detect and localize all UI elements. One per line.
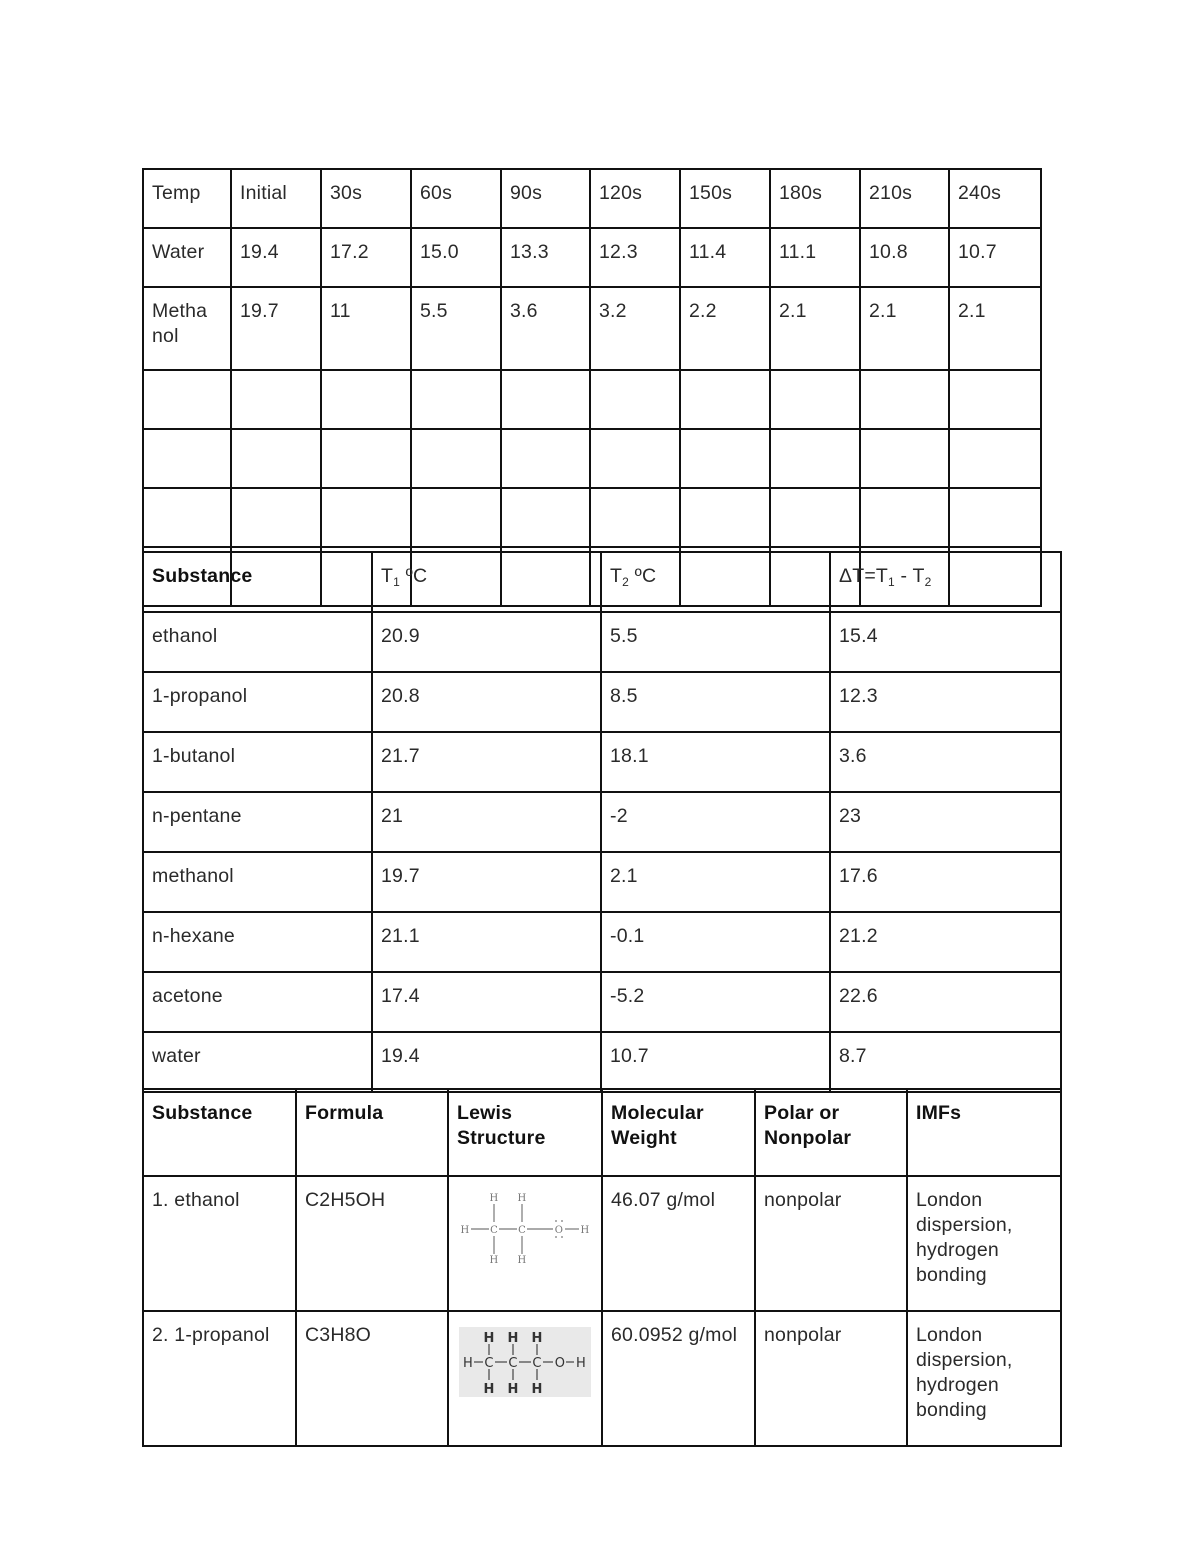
table-cell: 13.3 bbox=[501, 228, 590, 287]
t2-subscript: 2 bbox=[622, 575, 629, 589]
header-t1 bbox=[372, 552, 601, 612]
table-cell: -2 bbox=[601, 792, 830, 852]
empty-cell bbox=[949, 370, 1041, 429]
table-header-row bbox=[143, 169, 1041, 228]
table-cell: 8.7 bbox=[830, 1032, 1061, 1092]
header-cell: Polar or Nonpolar bbox=[755, 1089, 907, 1176]
svg-text:H: H bbox=[517, 1255, 527, 1266]
table-row bbox=[143, 1176, 1061, 1311]
ethanol-lewis-structure-image bbox=[459, 1192, 591, 1266]
table-cell: 60.0952 g/mol bbox=[602, 1311, 755, 1446]
table-cell: -0.1 bbox=[601, 912, 830, 972]
empty-cell bbox=[770, 488, 860, 547]
table-cell: 22.6 bbox=[830, 972, 1061, 1032]
empty-cell bbox=[501, 370, 590, 429]
table-row bbox=[143, 672, 1061, 732]
table-cell: 2. 1-propanol bbox=[143, 1311, 296, 1446]
svg-text:C: C bbox=[490, 1225, 498, 1236]
table-row bbox=[143, 612, 1061, 672]
empty-cell bbox=[680, 370, 770, 429]
empty-cell bbox=[590, 488, 680, 547]
table-cell: 17.6 bbox=[830, 852, 1061, 912]
t2-unit: ºC bbox=[629, 565, 657, 587]
table-cell: 1-propanol bbox=[143, 672, 372, 732]
dt-sub2: 2 bbox=[924, 575, 932, 589]
table-cell: n-pentane bbox=[143, 792, 372, 852]
table-cell: 5.5 bbox=[601, 612, 830, 672]
table-cell: 19.4 bbox=[231, 228, 321, 287]
table-cell: 5.5 bbox=[411, 287, 501, 370]
table-cell: 11 bbox=[321, 287, 411, 370]
svg-text:H: H bbox=[507, 1331, 519, 1346]
table-cell: 2.1 bbox=[949, 287, 1041, 370]
table-cell: methanol bbox=[143, 852, 372, 912]
table-row bbox=[143, 1311, 1061, 1446]
svg-text:C: C bbox=[532, 1356, 542, 1371]
header-cell: Formula bbox=[296, 1089, 448, 1176]
empty-cell bbox=[411, 488, 501, 547]
table-row bbox=[143, 1032, 1061, 1092]
table-row bbox=[143, 972, 1061, 1032]
table-cell: Water bbox=[143, 228, 231, 287]
table-cell: 2.2 bbox=[680, 287, 770, 370]
table-cell: 8.5 bbox=[601, 672, 830, 732]
empty-row bbox=[143, 488, 1041, 547]
table-cell: 3.6 bbox=[830, 732, 1061, 792]
table-cell: 3.6 bbox=[501, 287, 590, 370]
table-cell: nonpolar bbox=[755, 1176, 907, 1311]
table-cell: -5.2 bbox=[601, 972, 830, 1032]
table-row bbox=[143, 228, 1041, 287]
svg-text:C: C bbox=[508, 1356, 518, 1371]
svg-text:H: H bbox=[483, 1331, 495, 1346]
table-row bbox=[143, 852, 1061, 912]
header-cell: 30s bbox=[321, 169, 411, 228]
svg-text:C: C bbox=[484, 1356, 494, 1371]
table-row bbox=[143, 287, 1041, 370]
t2-symbol: T bbox=[610, 565, 623, 587]
table-row bbox=[143, 792, 1061, 852]
table-cell: 20.9 bbox=[372, 612, 601, 672]
header-t2 bbox=[601, 552, 830, 612]
svg-text:H: H bbox=[463, 1356, 473, 1371]
table-cell: 19.7 bbox=[231, 287, 321, 370]
empty-cell bbox=[231, 370, 321, 429]
svg-text:H: H bbox=[460, 1225, 470, 1236]
svg-text:H: H bbox=[576, 1356, 586, 1371]
empty-cell bbox=[949, 488, 1041, 547]
table-cell: 12.3 bbox=[590, 228, 680, 287]
svg-text:H: H bbox=[517, 1193, 527, 1204]
lewis-structure-cell bbox=[448, 1176, 602, 1311]
header-cell: 90s bbox=[501, 169, 590, 228]
svg-text:O: O bbox=[554, 1225, 564, 1236]
header-cell: Substance bbox=[143, 552, 372, 612]
table-cell: 1. ethanol bbox=[143, 1176, 296, 1311]
temperature-time-table bbox=[142, 168, 1042, 607]
header-cell: Temp bbox=[143, 169, 231, 228]
table-cell: 2.1 bbox=[860, 287, 949, 370]
dt-sub1: 1 bbox=[888, 575, 895, 589]
svg-text:H: H bbox=[507, 1382, 519, 1397]
table-cell: 46.07 g/mol bbox=[602, 1176, 755, 1311]
lewis-structure-cell bbox=[448, 1311, 602, 1446]
table-cell: acetone bbox=[143, 972, 372, 1032]
table-cell: 2.1 bbox=[601, 852, 830, 912]
header-cell: Lewis Structure bbox=[448, 1089, 602, 1176]
svg-text:H: H bbox=[489, 1255, 499, 1266]
empty-cell bbox=[949, 429, 1041, 488]
table-cell: 19.7 bbox=[372, 852, 601, 912]
table-cell: Metha nol bbox=[143, 287, 231, 370]
table-cell: 21.7 bbox=[372, 732, 601, 792]
table-cell: water bbox=[143, 1032, 372, 1092]
empty-cell bbox=[321, 488, 411, 547]
empty-cell bbox=[411, 429, 501, 488]
table-cell: 1-butanol bbox=[143, 732, 372, 792]
header-cell: 210s bbox=[860, 169, 949, 228]
header-cell: Molecular Weight bbox=[602, 1089, 755, 1176]
table-cell: 21 bbox=[372, 792, 601, 852]
svg-text:H: H bbox=[580, 1225, 590, 1236]
empty-cell bbox=[680, 488, 770, 547]
table-header-row bbox=[143, 552, 1061, 612]
t1-subscript: 1 bbox=[393, 575, 400, 589]
header-cell: 60s bbox=[411, 169, 501, 228]
table-cell: 11.4 bbox=[680, 228, 770, 287]
t1-symbol: T bbox=[381, 565, 394, 587]
table-header-row bbox=[143, 1089, 1061, 1176]
table-cell: 19.4 bbox=[372, 1032, 601, 1092]
empty-cell bbox=[321, 370, 411, 429]
table-cell: 3.2 bbox=[590, 287, 680, 370]
delta-t-table bbox=[142, 551, 1062, 1093]
table-row bbox=[143, 912, 1061, 972]
svg-text:H: H bbox=[489, 1193, 499, 1204]
substance-properties-table bbox=[142, 1088, 1062, 1447]
header-delta-t bbox=[830, 552, 1061, 612]
empty-cell bbox=[590, 429, 680, 488]
header-cell: Substance bbox=[143, 1089, 296, 1176]
table-cell: 17.4 bbox=[372, 972, 601, 1032]
svg-text:H: H bbox=[531, 1331, 543, 1346]
table-cell: London dispersion, hydrogen bonding bbox=[907, 1311, 1061, 1446]
empty-cell bbox=[590, 370, 680, 429]
empty-row bbox=[143, 429, 1041, 488]
table-cell: 17.2 bbox=[321, 228, 411, 287]
svg-text:H: H bbox=[531, 1382, 543, 1397]
svg-text:O: O bbox=[554, 1356, 566, 1371]
table-cell: ethanol bbox=[143, 612, 372, 672]
empty-cell bbox=[143, 370, 231, 429]
header-cell: 240s bbox=[949, 169, 1041, 228]
table-cell: 20.8 bbox=[372, 672, 601, 732]
header-cell: 180s bbox=[770, 169, 860, 228]
table-cell: 10.8 bbox=[860, 228, 949, 287]
table-cell: 11.1 bbox=[770, 228, 860, 287]
empty-cell bbox=[680, 429, 770, 488]
table-row bbox=[143, 732, 1061, 792]
table-cell: n-hexane bbox=[143, 912, 372, 972]
table-cell: 10.7 bbox=[949, 228, 1041, 287]
empty-cell bbox=[860, 429, 949, 488]
table-cell: 2.1 bbox=[770, 287, 860, 370]
header-cell: 150s bbox=[680, 169, 770, 228]
table-cell: 15.0 bbox=[411, 228, 501, 287]
table-cell: C2H5OH bbox=[296, 1176, 448, 1311]
propanol-lewis-structure-image bbox=[459, 1327, 591, 1397]
empty-cell bbox=[321, 429, 411, 488]
svg-text:C: C bbox=[518, 1225, 526, 1236]
t1-unit: ºC bbox=[400, 565, 428, 587]
empty-cell bbox=[143, 488, 231, 547]
empty-cell bbox=[501, 429, 590, 488]
dt-part-b: - T bbox=[894, 565, 925, 587]
empty-cell bbox=[501, 488, 590, 547]
table-cell: 21.1 bbox=[372, 912, 601, 972]
empty-cell bbox=[231, 488, 321, 547]
table-cell: nonpolar bbox=[755, 1311, 907, 1446]
empty-row bbox=[143, 370, 1041, 429]
table-cell: 21.2 bbox=[830, 912, 1061, 972]
table-cell: 15.4 bbox=[830, 612, 1061, 672]
empty-cell bbox=[411, 370, 501, 429]
table-cell: 12.3 bbox=[830, 672, 1061, 732]
header-cell: 120s bbox=[590, 169, 680, 228]
table-cell: 18.1 bbox=[601, 732, 830, 792]
svg-text:H: H bbox=[483, 1382, 495, 1397]
empty-cell bbox=[860, 370, 949, 429]
header-cell: IMFs bbox=[907, 1089, 1061, 1176]
table-cell: 23 bbox=[830, 792, 1061, 852]
table-cell: London dispersion, hydrogen bonding bbox=[907, 1176, 1061, 1311]
table-cell: 10.7 bbox=[601, 1032, 830, 1092]
empty-cell bbox=[231, 429, 321, 488]
dt-part-a: ΔT=T bbox=[839, 565, 889, 587]
empty-cell bbox=[770, 370, 860, 429]
empty-cell bbox=[770, 429, 860, 488]
header-cell: Initial bbox=[231, 169, 321, 228]
empty-cell bbox=[143, 429, 231, 488]
empty-cell bbox=[860, 488, 949, 547]
table-cell: C3H8O bbox=[296, 1311, 448, 1446]
